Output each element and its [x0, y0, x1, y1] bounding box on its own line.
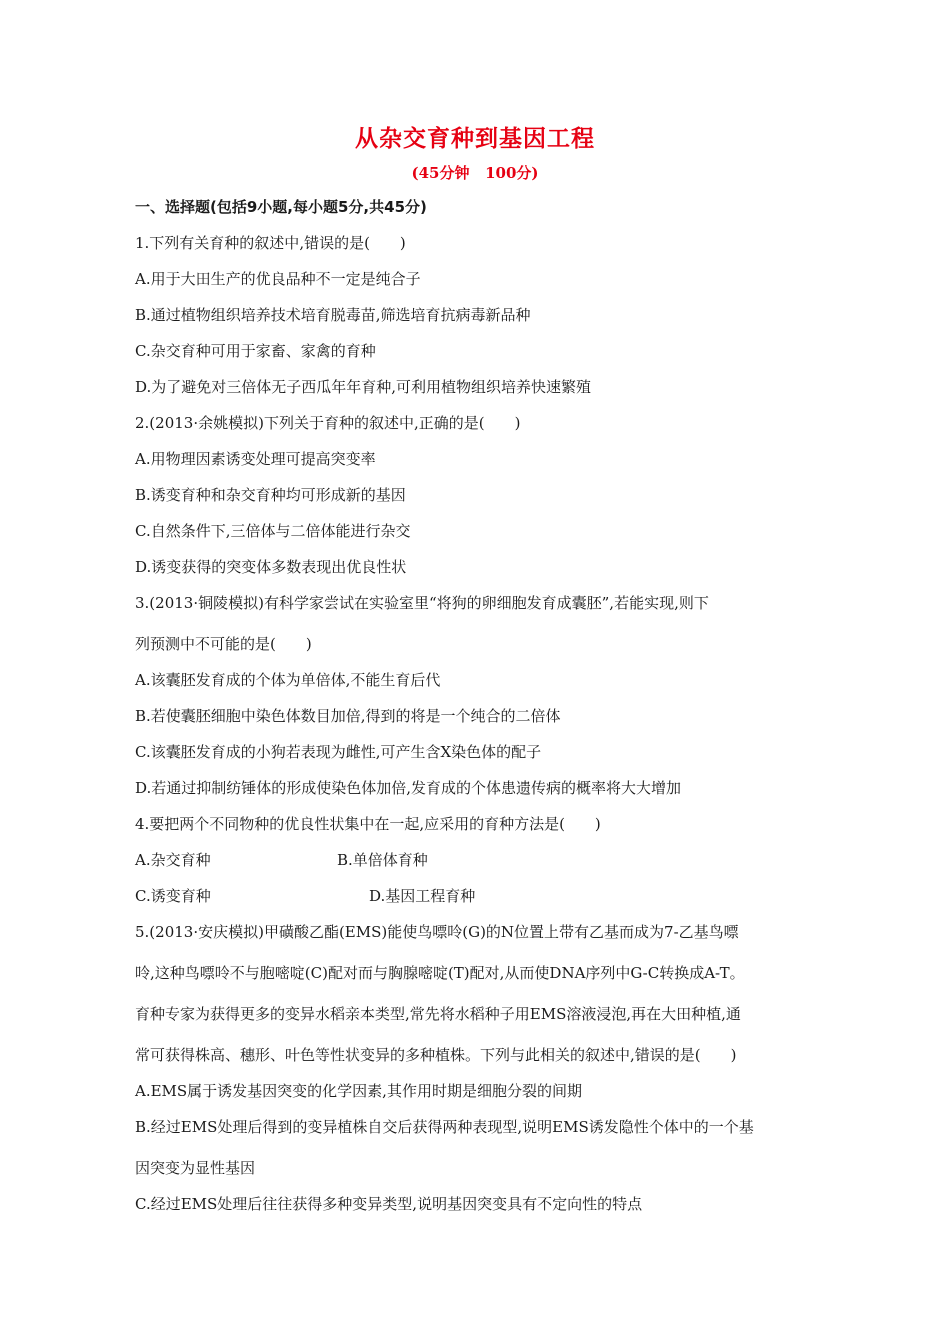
question-3-option-a: A.该囊胚发育成的个体为单倍体,不能生育后代 — [135, 671, 441, 689]
question-4-option-a: A.杂交育种 — [135, 851, 211, 869]
question-3-stem-line-2: 列预测中不可能的是( ) — [135, 635, 312, 653]
question-5-option-c: C.经过EMS处理后往往获得多种变异类型,说明基因突变具有不定向性的特点 — [135, 1195, 643, 1213]
question-5-option-a: A.EMS属于诱发基因突变的化学因素,其作用时期是细胞分裂的间期 — [135, 1082, 582, 1100]
question-2-option-c: C.自然条件下,三倍体与二倍体能进行杂交 — [135, 522, 411, 540]
question-1-option-a: A.用于大田生产的优良品种不一定是纯合子 — [135, 270, 421, 288]
question-5-stem-line-3: 育种专家为获得更多的变异水稻亲本类型,常先将水稻种子用EMS溶液浸泡,再在大田种植,通 — [135, 1005, 741, 1023]
question-1-stem: 1.下列有关育种的叙述中,错误的是( ) — [135, 234, 406, 252]
question-2-option-a: A.用物理因素诱变处理可提高突变率 — [135, 450, 376, 468]
question-4-stem: 4.要把两个不同物种的优良性状集中在一起,应采用的育种方法是( ) — [135, 815, 601, 833]
question-4-option-d: D.基因工程育种 — [369, 887, 476, 905]
question-5-stem-line-4: 常可获得株高、穗形、叶色等性状变异的多种植株。下列与此相关的叙述中,错误的是( ) — [135, 1046, 737, 1064]
question-5-option-b-line-2: 因突变为显性基因 — [135, 1159, 256, 1177]
question-1-option-b: B.通过植物组织培养技术培育脱毒苗,筛选培育抗病毒新品种 — [135, 306, 531, 324]
question-4-option-b: B.单倍体育种 — [337, 851, 428, 869]
question-2-option-d: D.诱变获得的突变体多数表现出优良性状 — [135, 558, 407, 576]
question-5-option-b-line-1: B.经过EMS处理后得到的变异植株自交后获得两种表现型,说明EMS诱发隐性个体中的一个基 — [135, 1118, 754, 1136]
question-2-stem: 2.(2013·余姚模拟)下列关于育种的叙述中,正确的是( ) — [135, 414, 521, 432]
page-subtitle: (45分钟 100分) — [411, 164, 539, 182]
question-3-option-d: D.若通过抑制纺锤体的形成使染色体加倍,发育成的个体患遗传病的概率将大大增加 — [135, 779, 682, 797]
question-5-stem-line-1: 5.(2013·安庆模拟)甲磺酸乙酯(EMS)能使鸟嘌呤(G)的N位置上带有乙基而成为7-乙基鸟嘌 — [135, 923, 739, 941]
page-title: 从杂交育种到基因工程 — [355, 126, 595, 152]
question-3-option-c: C.该囊胚发育成的小狗若表现为雌性,可产生含X染色体的配子 — [135, 743, 542, 761]
question-1-option-d: D.为了避免对三倍体无子西瓜年年育种,可利用植物组织培养快速繁殖 — [135, 378, 592, 396]
question-3-stem-line-1: 3.(2013·铜陵模拟)有科学家尝试在实验室里“将狗的卵细胞发育成囊胚”,若能实现,则下 — [135, 594, 709, 612]
question-2-option-b: B.诱变育种和杂交育种均可形成新的基因 — [135, 486, 406, 504]
question-4-option-c: C.诱变育种 — [135, 887, 211, 905]
question-1-option-c: C.杂交育种可用于家畜、家禽的育种 — [135, 342, 376, 360]
section-heading: 一、选择题(包括9小题,每小题5分,共45分) — [135, 198, 427, 216]
question-3-option-b: B.若使囊胚细胞中染色体数目加倍,得到的将是一个纯合的二倍体 — [135, 707, 561, 725]
question-5-stem-line-2: 呤,这种鸟嘌呤不与胞嘧啶(C)配对而与胸腺嘧啶(T)配对,从而使DNA序列中G-C转换成A-T。 — [135, 964, 745, 982]
